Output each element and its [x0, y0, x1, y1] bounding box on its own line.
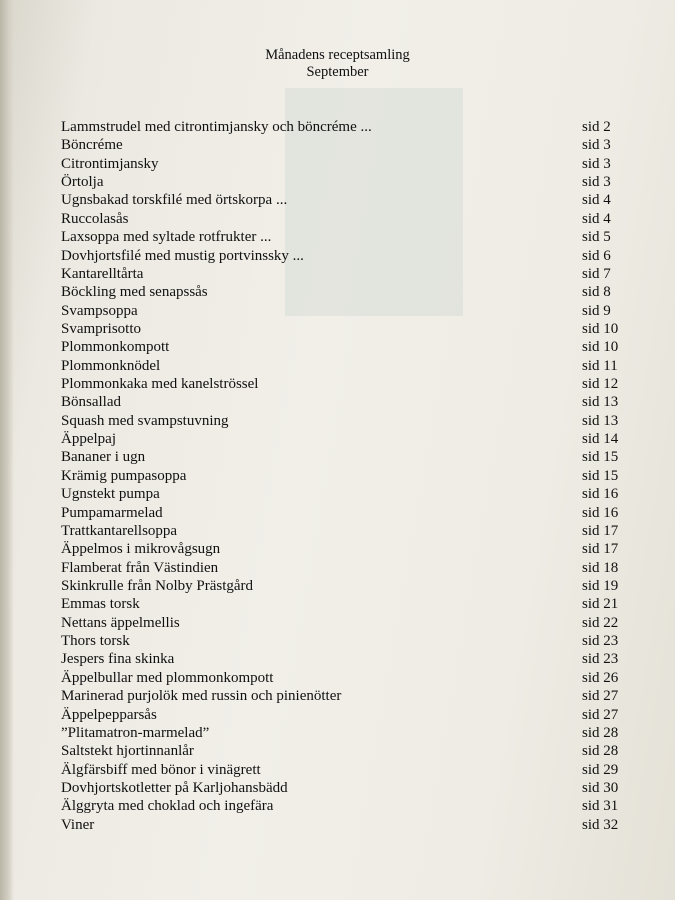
- toc-entry: [61, 136, 631, 154]
- toc-entry-page: sid 27: [582, 688, 619, 705]
- toc-entry-page: sid 19: [582, 577, 619, 594]
- toc-entry-title: Plommonkaka med kanelströssel: [61, 376, 259, 393]
- toc-entry-title: Ugnsbakad torskfilé med örtskorpa ...: [61, 192, 288, 209]
- toc-entry-title: Lammstrudel med citrontimjansky och böncréme ...: [61, 119, 372, 135]
- toc-entry: [61, 650, 631, 668]
- toc-entry-title: Krämig pumpasoppa: [61, 467, 187, 484]
- toc-entry: [61, 118, 631, 136]
- toc-entry: [61, 191, 631, 209]
- toc-entry-page: sid 31: [582, 798, 619, 815]
- toc-entry-title: Jespers fina skinka: [61, 651, 175, 668]
- toc-entry: [61, 265, 631, 283]
- toc-entry-page: sid 16: [582, 504, 619, 521]
- toc-entry-page: sid 18: [582, 559, 619, 576]
- toc-entry-title: Äppelpepparsås: [61, 706, 157, 723]
- page-title: Månadens receptsamling: [265, 47, 410, 63]
- toc-entry: [61, 522, 631, 540]
- toc-entry-page: sid 5: [582, 229, 611, 246]
- toc-entry: [61, 485, 631, 503]
- toc-entry-title: Kantarelltårta: [61, 265, 144, 282]
- toc-entry-page: sid 3: [582, 174, 611, 191]
- toc-entry-title: Örtolja: [61, 174, 104, 191]
- toc-entry: [61, 247, 631, 265]
- toc-entry-title: ”Plitamatron-marmelad”: [61, 724, 210, 741]
- toc-entry: [61, 669, 631, 687]
- toc-entry-page: sid 2: [582, 119, 611, 135]
- toc-entry-page: sid 23: [582, 633, 619, 650]
- toc-entry: [61, 614, 631, 632]
- toc-entry: [61, 706, 631, 724]
- toc-entry-title: Marinerad purjolök med russin och pinienötter: [61, 688, 342, 705]
- page-subtitle: September: [306, 64, 369, 80]
- toc-entry-page: sid 17: [582, 522, 619, 539]
- toc-entry-page: sid 30: [582, 779, 619, 796]
- toc-entry-page: sid 17: [582, 541, 619, 558]
- toc-entry-page: sid 29: [582, 761, 619, 778]
- toc-entry-title: Äppelmos i mikrovågsugn: [61, 541, 221, 558]
- toc-entry: [61, 724, 631, 742]
- toc-entry-title: Trattkantarellsoppa: [61, 522, 178, 539]
- toc-entry-page: sid 4: [582, 210, 611, 227]
- toc-entry-page: sid 12: [582, 376, 619, 393]
- toc-entry-page: sid 32: [582, 816, 619, 833]
- toc-entry-title: Plommonknödel: [61, 357, 161, 374]
- toc-entry-page: sid 15: [582, 449, 619, 466]
- toc-entry-title: Dovhjortskotletter på Karljohansbädd: [61, 779, 288, 796]
- toc-entry-page: sid 9: [582, 302, 611, 319]
- toc-entry: [61, 357, 631, 375]
- toc-entry: [61, 173, 631, 191]
- toc-entry-title: Nettans äppelmellis: [61, 614, 180, 631]
- toc-entry-title: Pumpamarmelad: [61, 504, 163, 521]
- table-of-contents: [61, 118, 631, 834]
- toc-entry: [61, 228, 631, 246]
- toc-entry: [61, 210, 631, 228]
- toc-entry-title: Älggryta med choklad och ingefära: [61, 798, 274, 815]
- toc-entry: [61, 302, 631, 320]
- toc-entry: [61, 742, 631, 760]
- toc-entry: [61, 283, 631, 301]
- toc-entry-page: sid 14: [582, 431, 619, 448]
- toc-entry-title: Viner: [61, 816, 95, 833]
- toc-entry-title: Squash med svampstuvning: [61, 412, 229, 429]
- toc-entry-page: sid 10: [582, 339, 619, 356]
- toc-entry-page: sid 6: [582, 247, 611, 264]
- toc-entry-title: Äppelbullar med plommonkompott: [61, 669, 274, 686]
- toc-entry-page: sid 26: [582, 669, 619, 686]
- toc-entry-title: Ugnstekt pumpa: [61, 486, 160, 503]
- toc-entry-title: Svamprisotto: [61, 320, 142, 337]
- toc-entry-page: sid 4: [582, 192, 611, 209]
- toc-entry-page: sid 16: [582, 486, 619, 503]
- toc-entry-title: Saltstekt hjortinnanlår: [61, 743, 194, 760]
- toc-entry-title: Älgfärsbiff med bönor i vinägrett: [61, 761, 261, 778]
- toc-entry: [61, 577, 631, 595]
- toc-entry: [61, 412, 631, 430]
- toc-entry-title: Plommonkompott: [61, 339, 170, 356]
- toc-entry-title: Laxsoppa med syltade rotfrukter ...: [61, 229, 272, 246]
- toc-entry-page: sid 28: [582, 724, 619, 741]
- toc-entry-page: sid 28: [582, 743, 619, 760]
- toc-entry-title: Emmas torsk: [61, 596, 140, 613]
- toc-entry: [61, 595, 631, 613]
- toc-entry: [61, 687, 631, 705]
- toc-entry-title: Ruccolasås: [61, 210, 129, 227]
- toc-entry-title: Dovhjortsfilé med mustig portvinssky ...: [61, 247, 304, 264]
- toc-entry-page: sid 8: [582, 284, 611, 301]
- toc-entry: [61, 467, 631, 485]
- toc-entry-title: Böckling med senapssås: [61, 284, 208, 301]
- toc-entry-page: sid 10: [582, 320, 619, 337]
- toc-entry: [61, 375, 631, 393]
- toc-entry: [61, 338, 631, 356]
- toc-entry-title: Böncréme: [61, 137, 123, 154]
- toc-entry-page: sid 21: [582, 596, 619, 613]
- toc-entry: [61, 761, 631, 779]
- toc-entry: [61, 448, 631, 466]
- toc-entry: [61, 779, 631, 797]
- toc-entry-title: Citrontimjansky: [61, 155, 159, 172]
- toc-entry-title: Thors torsk: [61, 633, 130, 650]
- toc-entry: [61, 559, 631, 577]
- toc-entry: [61, 393, 631, 411]
- toc-entry-page: sid 15: [582, 467, 619, 484]
- toc-entry-page: sid 11: [582, 357, 618, 374]
- toc-entry-page: sid 23: [582, 651, 619, 668]
- toc-entry-title: Svampsoppa: [61, 302, 138, 319]
- toc-entry-page: sid 27: [582, 706, 619, 723]
- toc-entry: [61, 430, 631, 448]
- toc-entry-page: sid 13: [582, 412, 619, 429]
- toc-entry-title: Bananer i ugn: [61, 449, 146, 466]
- toc-entry: [61, 155, 631, 173]
- toc-entry-page: sid 13: [582, 394, 619, 411]
- toc-entry-title: Äppelpaj: [61, 431, 116, 448]
- toc-entry-title: Bönsallad: [61, 394, 121, 411]
- toc-entry-page: sid 3: [582, 155, 611, 172]
- toc-entry: [61, 540, 631, 558]
- toc-entry: [61, 504, 631, 522]
- toc-entry-page: sid 7: [582, 265, 611, 282]
- toc-entry: [61, 320, 631, 338]
- toc-entry-page: sid 3: [582, 137, 611, 154]
- toc-entry-title: Skinkrulle från Nolby Prästgård: [61, 577, 254, 594]
- page-edge-shadow: [0, 0, 14, 900]
- toc-entry: [61, 632, 631, 650]
- toc-entry: [61, 797, 631, 815]
- toc-entry: [61, 816, 631, 834]
- toc-entry-page: sid 22: [582, 614, 619, 631]
- toc-entry-title: Flamberat från Västindien: [61, 559, 219, 576]
